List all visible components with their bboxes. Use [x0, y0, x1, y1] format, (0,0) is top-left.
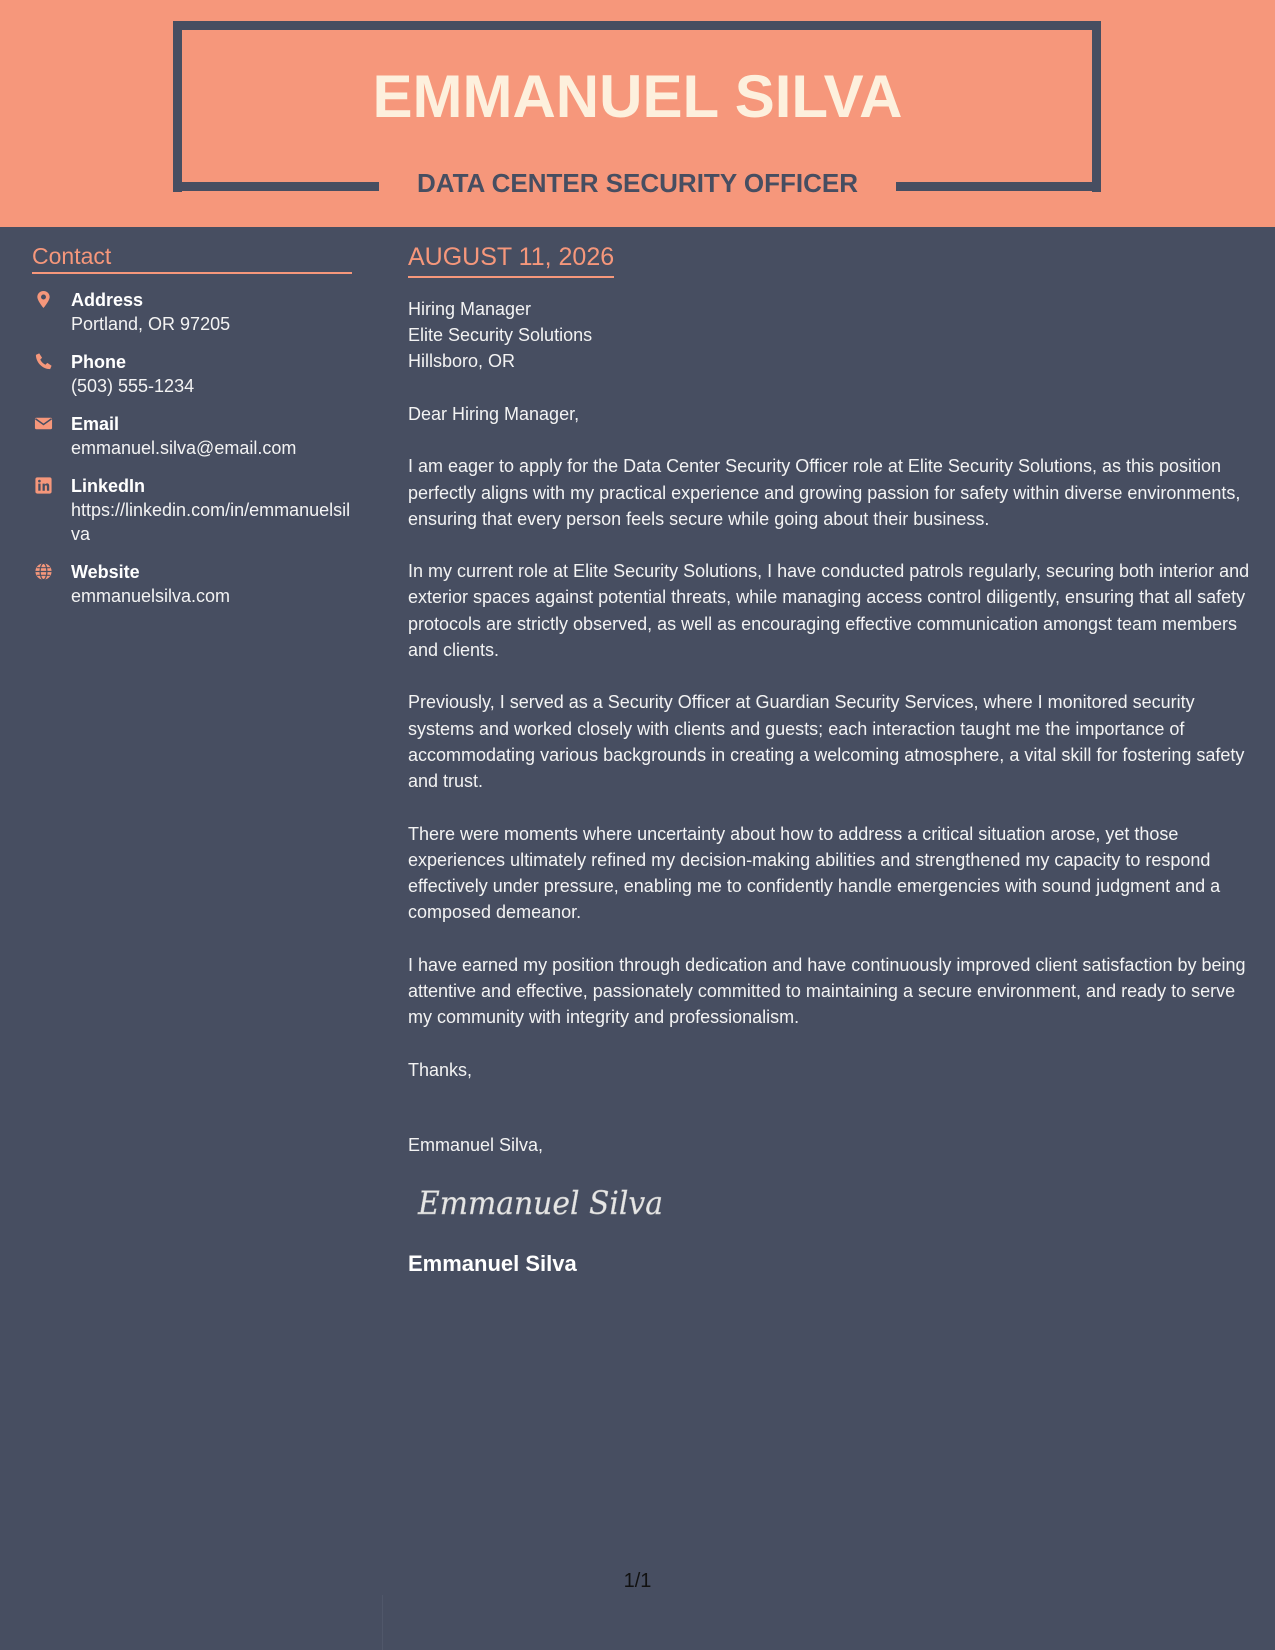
- contact-item-email: [32, 412, 352, 460]
- greeting: Dear Hiring Manager,: [408, 404, 580, 424]
- printed-name: Emmanuel Silva: [408, 1250, 577, 1276]
- header-banner: [0, 0, 1275, 227]
- contact-item-website: [32, 560, 352, 608]
- column-divider: [382, 1595, 383, 1650]
- contact-item-address: [32, 288, 352, 336]
- website-value[interactable]: emmanuelsilva.com: [71, 586, 231, 606]
- envelope-icon: [34, 414, 53, 433]
- globe-icon: [34, 562, 53, 581]
- cover-letter-body: [408, 243, 1258, 1277]
- body-paragraph: I am eager to apply for the Data Center Security Officer role at Elite Security Solutions, as this position perfectly aligns with my practical experience and growing passion for safety within diverse environments, ensuring that every person feels secure while going about their business.: [408, 456, 1241, 529]
- svg-text:Emmanuel Silva: Emmanuel Silva: [417, 1183, 663, 1222]
- body-paragraph: In my current role at Elite Security Solutions, I have conducted patrols regularly, securing both interior and exterior spaces against potential threats, while managing access control diligently, ensuring that all safety protocols are strictly observed, as well as encouraging effective communication amongst team members and clients.: [408, 561, 1250, 661]
- contact-label: LinkedIn: [71, 476, 146, 496]
- location-pin-icon: [34, 290, 53, 309]
- recipient-line: Hiring Manager: [408, 299, 532, 319]
- contact-label: Email: [71, 414, 120, 434]
- address-value: Portland, OR 97205: [71, 314, 231, 334]
- contact-sidebar: [32, 243, 352, 608]
- signature-image: [416, 1180, 676, 1226]
- recipient-line: Hillsboro, OR: [408, 351, 516, 371]
- page-number: 1/1: [623, 1570, 652, 1592]
- job-title: DATA CENTER SECURITY OFFICER: [416, 168, 859, 198]
- contact-item-linkedin: [32, 474, 352, 546]
- contact-heading: Contact: [32, 243, 352, 274]
- contact-label: Phone: [71, 352, 127, 372]
- sign-off-name: Emmanuel Silva,: [408, 1134, 544, 1155]
- body-paragraph: Previously, I served as a Security Officer at Guardian Security Services, where I monitored security systems and worked closely with clients and guests; each interaction taught me the importance of accommodating various backgrounds in creating a welcoming atmosphere, a vital skill for fostering safety and trust.: [408, 692, 1245, 792]
- contact-label: Address: [71, 290, 144, 310]
- phone-icon: [34, 352, 53, 371]
- applicant-name: EMMANUEL SILVA: [372, 63, 903, 130]
- recipient-block: [408, 296, 1258, 374]
- handwritten-signature: [416, 1180, 1258, 1231]
- email-value[interactable]: emmanuel.silva@email.com: [71, 438, 297, 458]
- contact-label: Website: [71, 562, 140, 582]
- recipient-line: Elite Security Solutions: [408, 325, 593, 345]
- linkedin-value[interactable]: https://linkedin.com/in/emmanuelsilva: [71, 500, 351, 544]
- body-paragraph: There were moments where uncertainty about how to address a critical situation arose, yet those experiences ultimately refined my decision-making abilities and strengthened my capacity to respond effectively under pressure, enabling me to confidently handle emergencies with sound judgment and a composed demeanor.: [408, 823, 1221, 923]
- phone-value: (503) 555-1234: [71, 376, 195, 396]
- letter-date: AUGUST 11, 2026: [408, 243, 614, 278]
- closing: Thanks,: [408, 1059, 473, 1080]
- contact-item-phone: [32, 350, 352, 398]
- linkedin-icon: [34, 476, 53, 495]
- body-paragraph: I have earned my position through dedication and have continuously improved client satisfaction by being attentive and effective, passionately committed to maintaining a secure environment, and ready to serve my community with integrity and professionalism.: [408, 954, 1246, 1028]
